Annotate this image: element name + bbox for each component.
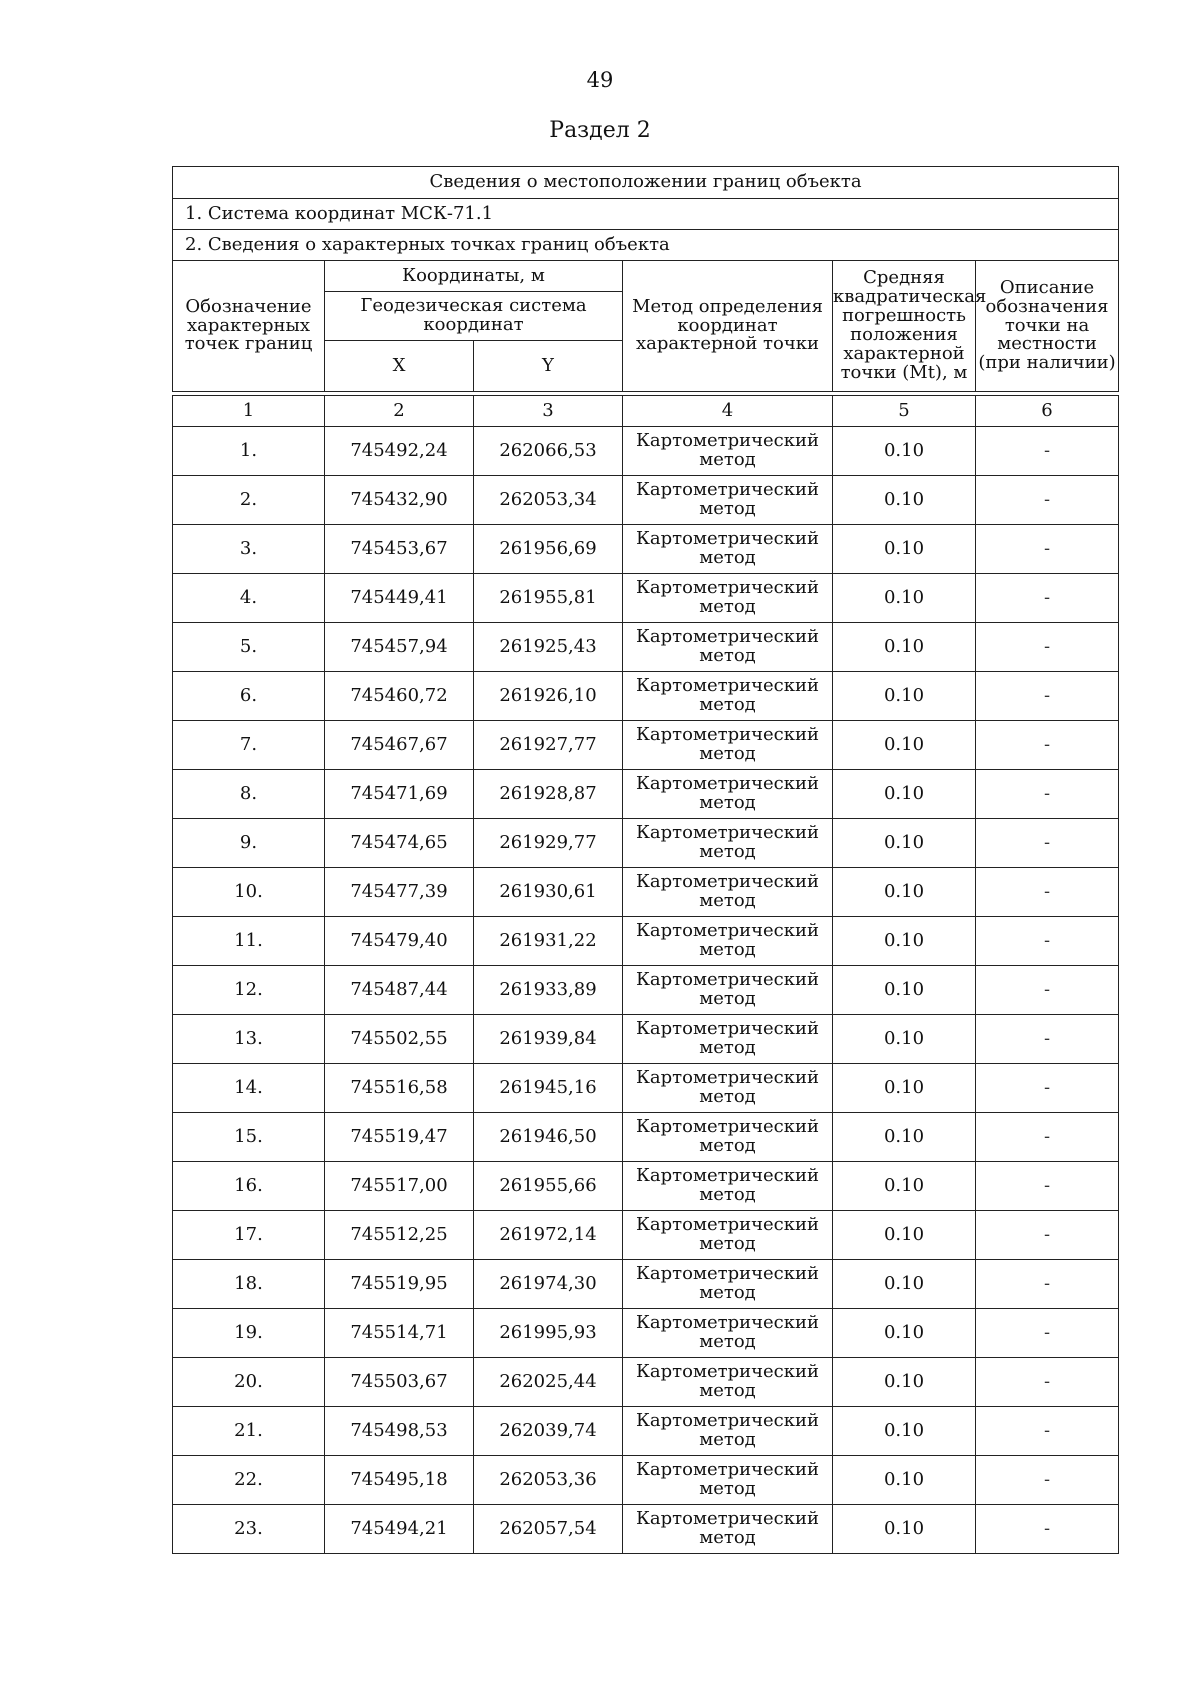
y-coordinate-cell: 262025,44 bbox=[474, 1358, 623, 1407]
error-cell: 0.10 bbox=[833, 1456, 976, 1505]
error-cell: 0.10 bbox=[833, 672, 976, 721]
y-coordinate-cell: 261945,16 bbox=[474, 1064, 623, 1113]
description-cell: - bbox=[976, 1456, 1119, 1505]
x-coordinate-cell: 745474,65 bbox=[325, 819, 474, 868]
y-coordinate-cell: 262066,53 bbox=[474, 427, 623, 476]
x-coordinate-cell: 745517,00 bbox=[325, 1162, 474, 1211]
coord-system-line: 1. Система координат МСК-71.1 bbox=[173, 199, 1119, 230]
description-cell: - bbox=[976, 574, 1119, 623]
error-cell: 0.10 bbox=[833, 721, 976, 770]
column-number: 1 bbox=[173, 396, 325, 427]
method-cell: Картометрический метод bbox=[623, 525, 833, 574]
header-method: Метод определения координат характерной точки bbox=[623, 261, 833, 392]
points-caption-line: 2. Сведения о характерных точках границ объекта bbox=[173, 230, 1119, 261]
description-cell: - bbox=[976, 1260, 1119, 1309]
description-cell: - bbox=[976, 1162, 1119, 1211]
y-coordinate-cell: 261946,50 bbox=[474, 1113, 623, 1162]
table-row bbox=[173, 525, 1119, 574]
method-cell: Картометрический метод bbox=[623, 623, 833, 672]
point-number-cell: 7. bbox=[173, 721, 325, 770]
error-cell: 0.10 bbox=[833, 1309, 976, 1358]
x-coordinate-cell: 745516,58 bbox=[325, 1064, 474, 1113]
header-point-designation: Обозначение характерных точек границ bbox=[173, 261, 325, 392]
error-cell: 0.10 bbox=[833, 525, 976, 574]
error-cell: 0.10 bbox=[833, 1407, 976, 1456]
x-coordinate-cell: 745512,25 bbox=[325, 1211, 474, 1260]
description-cell: - bbox=[976, 623, 1119, 672]
table-row bbox=[173, 574, 1119, 623]
method-cell: Картометрический метод bbox=[623, 819, 833, 868]
point-number-cell: 12. bbox=[173, 966, 325, 1015]
description-cell: - bbox=[976, 427, 1119, 476]
table-row bbox=[173, 1407, 1119, 1456]
table-row bbox=[173, 868, 1119, 917]
description-cell: - bbox=[976, 1407, 1119, 1456]
error-cell: 0.10 bbox=[833, 868, 976, 917]
y-coordinate-cell: 261929,77 bbox=[474, 819, 623, 868]
point-number-cell: 18. bbox=[173, 1260, 325, 1309]
method-cell: Картометрический метод bbox=[623, 1358, 833, 1407]
method-cell: Картометрический метод bbox=[623, 1505, 833, 1554]
y-coordinate-cell: 262057,54 bbox=[474, 1505, 623, 1554]
points-table bbox=[172, 395, 1119, 1554]
description-cell: - bbox=[976, 525, 1119, 574]
x-coordinate-cell: 745449,41 bbox=[325, 574, 474, 623]
x-coordinate-cell: 745432,90 bbox=[325, 476, 474, 525]
point-number-cell: 14. bbox=[173, 1064, 325, 1113]
description-cell: - bbox=[976, 476, 1119, 525]
y-coordinate-cell: 261930,61 bbox=[474, 868, 623, 917]
column-number-row bbox=[173, 396, 1119, 427]
table-row bbox=[173, 819, 1119, 868]
y-coordinate-cell: 261995,93 bbox=[474, 1309, 623, 1358]
method-cell: Картометрический метод bbox=[623, 868, 833, 917]
point-number-cell: 5. bbox=[173, 623, 325, 672]
section-title: Раздел 2 bbox=[549, 118, 651, 143]
header-coordinates: Координаты, м bbox=[325, 261, 623, 292]
point-number-cell: 9. bbox=[173, 819, 325, 868]
error-cell: 0.10 bbox=[833, 1211, 976, 1260]
method-cell: Картометрический метод bbox=[623, 1064, 833, 1113]
method-cell: Картометрический метод bbox=[623, 1456, 833, 1505]
point-number-cell: 1. bbox=[173, 427, 325, 476]
x-coordinate-cell: 745495,18 bbox=[325, 1456, 474, 1505]
method-cell: Картометрический метод bbox=[623, 966, 833, 1015]
table-row bbox=[173, 966, 1119, 1015]
y-coordinate-cell: 262053,36 bbox=[474, 1456, 623, 1505]
error-cell: 0.10 bbox=[833, 574, 976, 623]
point-number-cell: 3. bbox=[173, 525, 325, 574]
y-coordinate-cell: 261974,30 bbox=[474, 1260, 623, 1309]
method-cell: Картометрический метод bbox=[623, 1211, 833, 1260]
method-cell: Картометрический метод bbox=[623, 1015, 833, 1064]
table-row bbox=[173, 1064, 1119, 1113]
description-cell: - bbox=[976, 1211, 1119, 1260]
error-cell: 0.10 bbox=[833, 476, 976, 525]
method-cell: Картометрический метод bbox=[623, 574, 833, 623]
description-cell: - bbox=[976, 868, 1119, 917]
x-coordinate-cell: 745514,71 bbox=[325, 1309, 474, 1358]
method-cell: Картометрический метод bbox=[623, 1162, 833, 1211]
x-coordinate-cell: 745453,67 bbox=[325, 525, 474, 574]
table-row bbox=[173, 917, 1119, 966]
description-cell: - bbox=[976, 1358, 1119, 1407]
x-coordinate-cell: 745457,94 bbox=[325, 623, 474, 672]
x-coordinate-cell: 745460,72 bbox=[325, 672, 474, 721]
method-cell: Картометрический метод bbox=[623, 721, 833, 770]
error-cell: 0.10 bbox=[833, 917, 976, 966]
method-cell: Картометрический метод bbox=[623, 672, 833, 721]
error-cell: 0.10 bbox=[833, 770, 976, 819]
x-coordinate-cell: 745519,95 bbox=[325, 1260, 474, 1309]
method-cell: Картометрический метод bbox=[623, 770, 833, 819]
description-cell: - bbox=[976, 819, 1119, 868]
x-coordinate-cell: 745467,67 bbox=[325, 721, 474, 770]
method-cell: Картометрический метод bbox=[623, 1113, 833, 1162]
table-row bbox=[173, 1113, 1119, 1162]
table-row bbox=[173, 1015, 1119, 1064]
method-cell: Картометрический метод bbox=[623, 427, 833, 476]
table-row bbox=[173, 1309, 1119, 1358]
error-cell: 0.10 bbox=[833, 1505, 976, 1554]
error-cell: 0.10 bbox=[833, 1260, 976, 1309]
y-coordinate-cell: 261956,69 bbox=[474, 525, 623, 574]
x-coordinate-cell: 745502,55 bbox=[325, 1015, 474, 1064]
point-number-cell: 16. bbox=[173, 1162, 325, 1211]
column-number: 2 bbox=[325, 396, 474, 427]
description-cell: - bbox=[976, 721, 1119, 770]
column-number: 3 bbox=[474, 396, 623, 427]
point-number-cell: 8. bbox=[173, 770, 325, 819]
header-error: Средняя квадратическая погрешность положения характерной точки (Mt), м bbox=[833, 261, 976, 392]
error-cell: 0.10 bbox=[833, 1015, 976, 1064]
column-number: 5 bbox=[833, 396, 976, 427]
y-coordinate-cell: 261939,84 bbox=[474, 1015, 623, 1064]
table-row bbox=[173, 770, 1119, 819]
method-cell: Картометрический метод bbox=[623, 476, 833, 525]
error-cell: 0.10 bbox=[833, 966, 976, 1015]
table-row bbox=[173, 721, 1119, 770]
method-cell: Картометрический метод bbox=[623, 1260, 833, 1309]
y-coordinate-cell: 261955,66 bbox=[474, 1162, 623, 1211]
point-number-cell: 19. bbox=[173, 1309, 325, 1358]
point-number-cell: 13. bbox=[173, 1015, 325, 1064]
y-coordinate-cell: 261931,22 bbox=[474, 917, 623, 966]
column-number: 6 bbox=[976, 396, 1119, 427]
x-coordinate-cell: 745519,47 bbox=[325, 1113, 474, 1162]
y-coordinate-cell: 262053,34 bbox=[474, 476, 623, 525]
y-coordinate-cell: 261972,14 bbox=[474, 1211, 623, 1260]
error-cell: 0.10 bbox=[833, 1162, 976, 1211]
description-cell: - bbox=[976, 1505, 1119, 1554]
method-cell: Картометрический метод bbox=[623, 917, 833, 966]
method-cell: Картометрический метод bbox=[623, 1407, 833, 1456]
page-number: 49 bbox=[586, 68, 614, 92]
error-cell: 0.10 bbox=[833, 819, 976, 868]
point-number-cell: 23. bbox=[173, 1505, 325, 1554]
error-cell: 0.10 bbox=[833, 1358, 976, 1407]
point-number-cell: 22. bbox=[173, 1456, 325, 1505]
y-coordinate-cell: 262039,74 bbox=[474, 1407, 623, 1456]
description-cell: - bbox=[976, 966, 1119, 1015]
x-coordinate-cell: 745479,40 bbox=[325, 917, 474, 966]
header-geodetic-system: Геодезическая система координат bbox=[325, 292, 623, 341]
y-coordinate-cell: 261955,81 bbox=[474, 574, 623, 623]
y-coordinate-cell: 261927,77 bbox=[474, 721, 623, 770]
column-number: 4 bbox=[623, 396, 833, 427]
table-row bbox=[173, 1358, 1119, 1407]
description-cell: - bbox=[976, 1309, 1119, 1358]
x-coordinate-cell: 745471,69 bbox=[325, 770, 474, 819]
x-coordinate-cell: 745477,39 bbox=[325, 868, 474, 917]
table-row bbox=[173, 1505, 1119, 1554]
point-number-cell: 15. bbox=[173, 1113, 325, 1162]
description-cell: - bbox=[976, 917, 1119, 966]
error-cell: 0.10 bbox=[833, 1113, 976, 1162]
x-coordinate-cell: 745494,21 bbox=[325, 1505, 474, 1554]
error-cell: 0.10 bbox=[833, 623, 976, 672]
description-cell: - bbox=[976, 1064, 1119, 1113]
table-row bbox=[173, 1211, 1119, 1260]
table-row bbox=[173, 1456, 1119, 1505]
x-coordinate-cell: 745498,53 bbox=[325, 1407, 474, 1456]
y-coordinate-cell: 261933,89 bbox=[474, 966, 623, 1015]
y-coordinate-cell: 261925,43 bbox=[474, 623, 623, 672]
x-coordinate-cell: 745487,44 bbox=[325, 966, 474, 1015]
table-row bbox=[173, 427, 1119, 476]
method-cell: Картометрический метод bbox=[623, 1309, 833, 1358]
x-coordinate-cell: 745503,67 bbox=[325, 1358, 474, 1407]
table-row bbox=[173, 1162, 1119, 1211]
table-row bbox=[173, 623, 1119, 672]
description-cell: - bbox=[976, 1113, 1119, 1162]
point-number-cell: 17. bbox=[173, 1211, 325, 1260]
description-cell: - bbox=[976, 1015, 1119, 1064]
point-number-cell: 21. bbox=[173, 1407, 325, 1456]
point-number-cell: 11. bbox=[173, 917, 325, 966]
point-number-cell: 2. bbox=[173, 476, 325, 525]
header-x: X bbox=[325, 341, 474, 392]
point-number-cell: 6. bbox=[173, 672, 325, 721]
point-number-cell: 10. bbox=[173, 868, 325, 917]
description-cell: - bbox=[976, 672, 1119, 721]
table-title: Сведения о местоположении границ объекта bbox=[173, 167, 1119, 199]
table-row bbox=[173, 672, 1119, 721]
x-coordinate-cell: 745492,24 bbox=[325, 427, 474, 476]
description-cell: - bbox=[976, 770, 1119, 819]
y-coordinate-cell: 261928,87 bbox=[474, 770, 623, 819]
point-number-cell: 4. bbox=[173, 574, 325, 623]
error-cell: 0.10 bbox=[833, 427, 976, 476]
header-y: Y bbox=[474, 341, 623, 392]
y-coordinate-cell: 261926,10 bbox=[474, 672, 623, 721]
point-number-cell: 20. bbox=[173, 1358, 325, 1407]
header-description: Описание обозначения точки на местности (при наличии) bbox=[976, 261, 1119, 392]
error-cell: 0.10 bbox=[833, 1064, 976, 1113]
header-table bbox=[172, 166, 1119, 392]
table-row bbox=[173, 1260, 1119, 1309]
table-row bbox=[173, 476, 1119, 525]
